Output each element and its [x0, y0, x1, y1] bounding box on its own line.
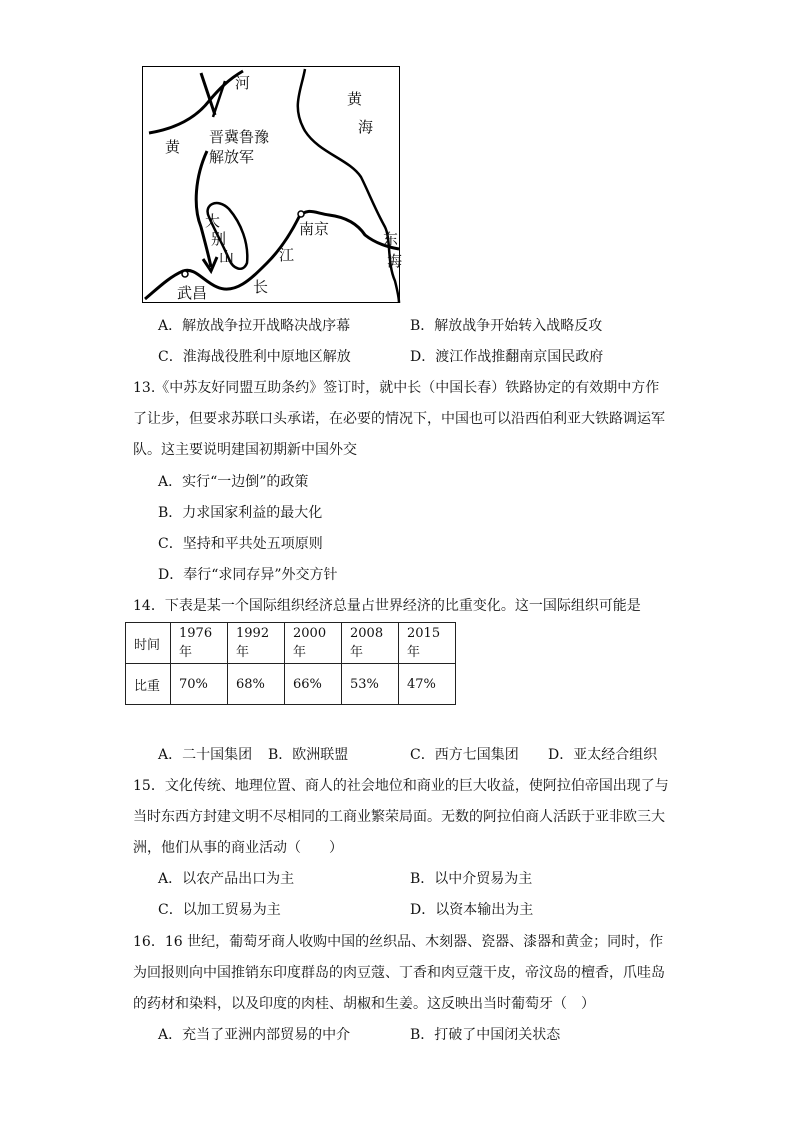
q12-option-a: A．解放战争拉开战略决战序幕 — [158, 318, 351, 334]
table-cell: 68% — [228, 664, 285, 705]
map-label-shan: 山 — [219, 248, 235, 266]
map-label-nanjing: 南京 — [299, 220, 330, 238]
table-cell: 时间 — [126, 623, 171, 664]
map-label-army-1: 晋冀鲁豫 — [209, 128, 270, 146]
q13-option-c: C．坚持和平共处五项原则 — [158, 536, 323, 552]
q13-option-d: D．奉行“求同存异”外交方针 — [158, 567, 338, 583]
q14-option-a: A．二十国集团 — [158, 747, 253, 763]
q13-stem-line-1: 13.《中苏友好同盟互助条约》签订时，就中长（中国长春）铁路协定的有效期中方作 — [133, 380, 660, 396]
table-cell: 2000 年 — [285, 623, 342, 664]
map-label-huang-river: 黄 — [165, 138, 181, 156]
map-label-wuchang: 武昌 — [177, 284, 208, 302]
q14-option-c: C．西方七国集团 — [410, 747, 519, 763]
table-row — [126, 664, 456, 705]
q15-option-c: C．以加工贸易为主 — [158, 902, 281, 918]
table-cell: 53% — [342, 664, 399, 705]
table-cell: 66% — [285, 664, 342, 705]
q14-table — [125, 622, 456, 705]
table-cell: 70% — [171, 664, 228, 705]
q15-stem-line-3: 洲，他们从事的商业活动（ ） — [133, 840, 343, 856]
q12-option-d: D．渡江作战推翻南京国民政府 — [410, 349, 604, 365]
q13-option-b: B．力求国家利益的最大化 — [158, 505, 323, 521]
q13-option-a: A．实行“一边倒”的政策 — [158, 474, 309, 490]
table-cell: 2015 年 — [399, 623, 456, 664]
q14-stem: 14．下表是某一个国际组织经济总量占世界经济的比重变化。这一国际组织可能是 — [133, 598, 641, 614]
table-row — [126, 623, 456, 664]
q13-stem-line-3: 队。这主要说明建国初期新中国外交 — [133, 442, 357, 458]
q14-option-d: D．亚太经合组织 — [548, 747, 658, 763]
historical-map — [142, 66, 403, 303]
q15-option-a: A．以农产品出口为主 — [158, 871, 295, 887]
table-cell: 47% — [399, 664, 456, 705]
q15-option-d: D．以资本输出为主 — [410, 902, 534, 918]
map-label-jiang: 江 — [279, 246, 295, 264]
map-label-chang: 长 — [253, 278, 269, 296]
q16-option-b: B．打破了中国闭关状态 — [410, 1027, 561, 1043]
map-label-army-2: 解放军 — [209, 148, 255, 166]
q15-stem-line-1: 15．文化传统、地理位置、商人的社会地位和商业的巨大收益，使阿拉伯帝国出现了与 — [133, 778, 669, 794]
map-label-huang-sea: 黄 — [347, 90, 363, 108]
q13-stem-line-2: 了让步，但要求苏联口头承诺，在必要的情况下，中国也可以沿西伯利亚大铁路调运军 — [133, 411, 665, 427]
map-label-bie: 别 — [211, 230, 227, 248]
q15-option-b: B．以中介贸易为主 — [410, 871, 533, 887]
table-cell: 1976 年 — [171, 623, 228, 664]
table-cell: 比重 — [126, 664, 171, 705]
map-label-hai-2: 海 — [387, 252, 403, 270]
q14-option-b: B．欧洲联盟 — [268, 747, 349, 763]
q12-option-c: C．淮海战役胜利中原地区解放 — [158, 349, 351, 365]
table-cell: 2008 年 — [342, 623, 399, 664]
map-label-he: 河 — [235, 74, 251, 92]
map-label-hai-1: 海 — [358, 118, 374, 136]
table-cell: 1992 年 — [228, 623, 285, 664]
q12-option-b: B．解放战争开始转入战略反攻 — [410, 318, 603, 334]
q16-option-a: A．充当了亚洲内部贸易的中介 — [158, 1027, 351, 1043]
q16-stem-line-3: 的药材和染料，以及印度的肉桂、胡椒和生姜。这反映出当时葡萄牙（ ） — [133, 996, 595, 1012]
q16-stem-line-1: 16．16 世纪，葡萄牙商人收购中国的丝织品、木刻器、瓷器、漆器和黄金；同时，作 — [133, 934, 664, 950]
q16-stem-line-2: 为回报则向中国推销东印度群岛的肉豆蔻、丁香和肉豆蔻干皮，帝汶岛的檀香，爪哇岛 — [133, 965, 665, 981]
map-label-dong: 东 — [383, 230, 399, 248]
q15-stem-line-2: 当时东西方封建文明不尽相同的工商业繁荣局面。无数的阿拉伯商人活跃于亚非欧三大 — [133, 809, 665, 825]
map-drawing — [143, 67, 401, 304]
map-label-da: 大 — [205, 212, 221, 230]
